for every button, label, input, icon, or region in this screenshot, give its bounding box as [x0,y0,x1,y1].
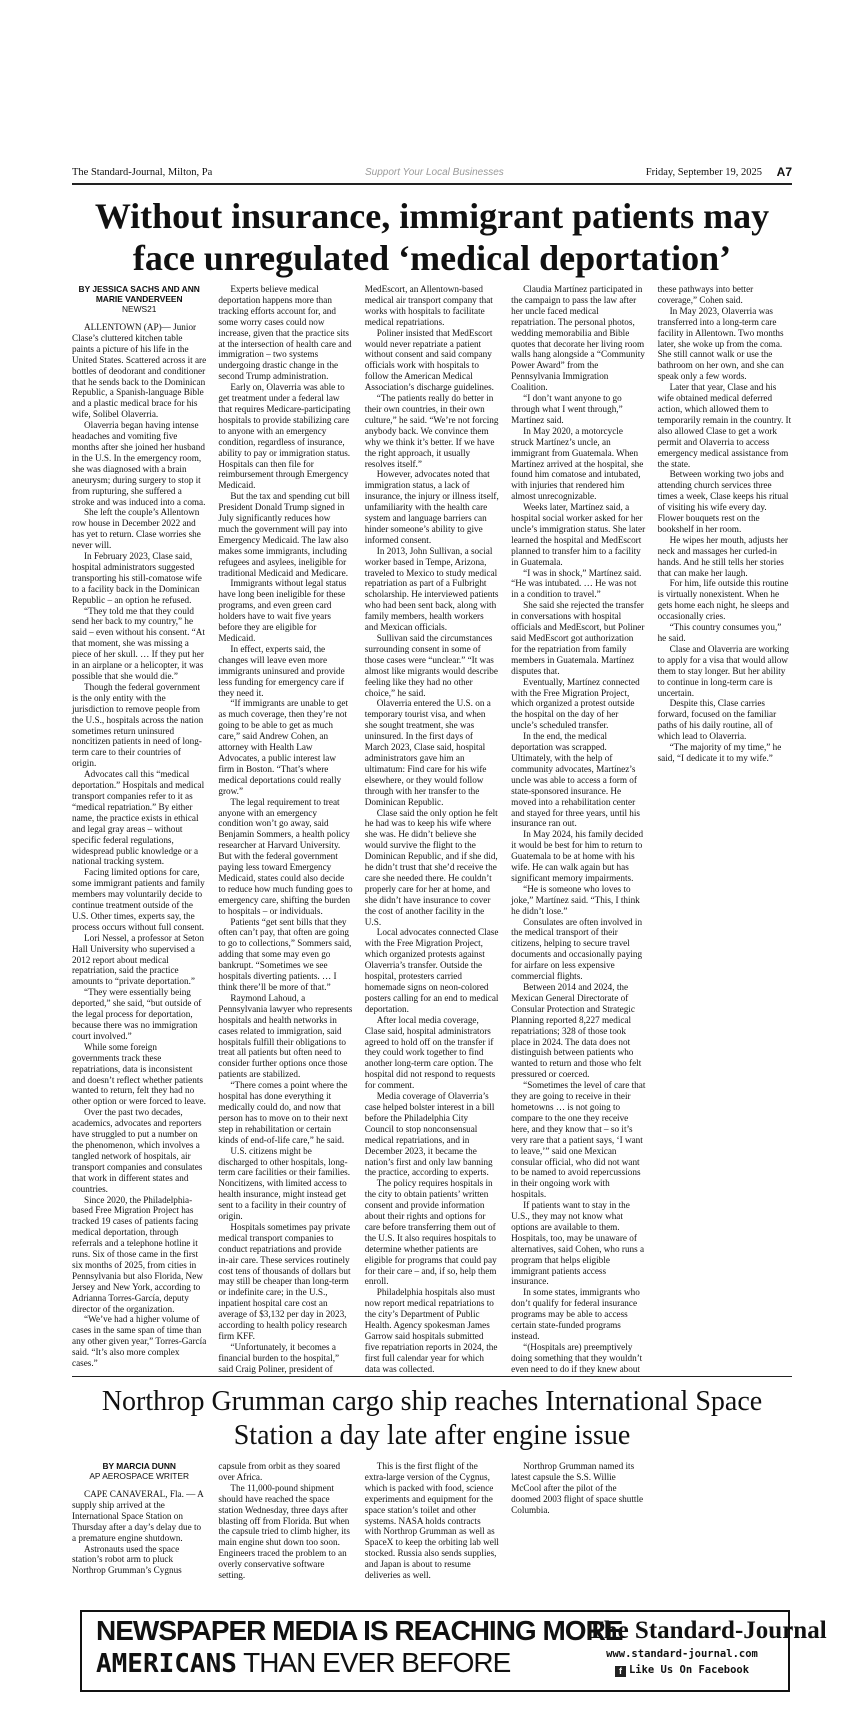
article-paragraph: She said she rejected the transfer in conversations with hospital officials and MedEscort, but Poliner said MedEscort got authorization for the repatriation from family members in Guatemala. Martínez disputes that. [511,600,645,676]
article-paragraph: “There comes a point where the hospital has done everything it medically could do, and now that person has to move on to their next step in rehabilitation or certain kinds of end-of-life care,” he said. [218,1080,348,1145]
facebook-icon: f [615,1666,626,1677]
article-paragraph: Local advocates connected Clase with the Free Migration Project, which organized protests against Olaverria’s transfer. Outside the hospital, protesters carried homemade signs on neon-colored posters calling for an end to medical deportation. [364,927,499,1014]
article-paragraph: “He is someone who loves to joke,” Martínez said. “This, I think he didn’t lose.” [511,883,640,916]
article-paragraph: In May 2024, his family decided it would be best for him to return to Guatemala to be at home with his wife. He can walk again but has significant memory impairments. [511,829,644,883]
article-paragraph: But the tax and spending cut bill President Donald Trump signed in July significantly reduces how much the government will pay into Emergency Medicaid. The law also makes some immigrants, including refugees and asylees, ineligible for traditional Medicaid and Medicare. [218,491,350,578]
article-paragraph: Weeks later, Martínez said, a hospital social worker asked for her uncle’s immigration status. She later learned the hospital and MedEscort planned to transfer him to a facility in Guatemala. [511,502,646,567]
newspaper-ad[interactable] [80,1610,827,1692]
article-paragraph: For him, life outside this routine is virtually nonexistent. When he gets home each night, he sleeps and occasionally cries. [657,578,789,622]
story1-byline [72,284,206,314]
article-paragraph: The policy requires hospitals in the city to obtain patients’ written consent and provide information about their rights and options for care before transferring them out of the U.S. It also requires hospitals to determine whether patients are eligible for programs that could pay for their care – and, if so, help them enroll. [364,1178,497,1287]
article-paragraph: “Unfortunately, it becomes a financial burden to the hospital,” said Craig Poliner, president of MedEscort, an Allentown-based medical air transport company that works with hospitals to facilitate medical repatriations. [218,284,493,1374]
article-paragraph: In the end, the medical deportation was scrapped. Ultimately, with the help of community advocates, Martínez’s uncle was able to access a form of state-sponsored insurance. He moved into a rehabilitation center and stayed for three years, until his insurance ran out. [511,731,641,829]
article-paragraph: “If immigrants are unable to get as much coverage, then they’re not going to be able to get as much care,” said Andrew Cohen, an attorney with Health Law Advocates, a public interest law firm in Boston. “That’s where medical deportations could really grow.” [218,698,348,796]
ad-line-2 [96,1648,510,1679]
article-paragraph: Advocates call this “medical deportation.” Hospitals and medical transport companies refer to it as “medical repatriation.” By either name, the practice exists in ethical and legal gray areas – without specific federal regulations, widespread public knowledge or a national tracking system. [72,769,205,867]
article-paragraph: Between 2014 and 2024, the Mexican General Directorate of Consular Protection and Strategic Planning reported 8,227 medical repatriations; 328 of those took place in 2024. The data does not distinguish between patients who wanted to return and those who felt pressured or coerced. [511,982,642,1080]
ad-brand-block [587,1616,827,1678]
article-paragraph: While some foreign governments track these repatriations, data is inconsistent and doesn’t reflect whether patients wanted to return, felt they had no other option or were forced to leave. [72,1041,206,1107]
article-paragraph: He wipes her mouth, adjusts her neck and massages her curled-in hands. And he still tells her stories that can make her laugh. [657,534,788,578]
issue-date: Friday, September 19, 2025 [645,167,762,178]
article-paragraph: If patients want to stay in the U.S., they may not know what options are available to them. Hospitals, too, may be unaware of alternatives, said Cohen, who runs a program that helps eligible immigrant patients access insurance. [511,1200,645,1287]
article-paragraph: “They told me that they could send her back to my country,” he said – even without his consent. “At that moment, she was missing a piece of her skull. … If they put her in an airplane or a helicopter, it was possible that she would die.” [72,605,205,681]
article-paragraph: In 2013, John Sullivan, a social worker based in Tempe, Arizona, traveled to Mexico to study medical repatriation as part of a Fulbright scholarship. He interviewed patients who had been sent back, along with family members, health workers and Mexican officials. [364,545,499,633]
slogan: Support Your Local Businesses [365,167,504,178]
article-paragraph: “The majority of my time,” he said, “I dedicate it to my wife.” [657,742,782,763]
article-paragraph: Philadelphia hospitals also must now report medical repatriations to the city’s Department of Public Health. Agency spokesman James Garrow said hospitals submitted five repatriation reports in 2024, the first full calendar year for which data was collected. [364,1287,498,1374]
ad-facebook[interactable] [587,1662,777,1678]
article-paragraph: Though the federal government is the only entity with the jurisdiction to remove people from the U.S., hospitals across the nation sometimes return uninsured noncitizen patients in need of long-term care to their countries of origin. [72,681,204,769]
article-paragraph: Olaverria entered the U.S. on a temporary tourist visa, and when she sought treatment, she was uninsured. In the first days of March 2023, Clase said, hospital administrators gave him an ultimatum: Find care for his wife elsewhere, or they would follow through with her transfer to the Dominican Republic. [364,698,491,807]
paper-place: The Standard-Journal, Milton, Pa [72,167,213,178]
article-paragraph: Olaverria began having intense headaches and vomiting five months after she joined her husband in the U.S. In the emergency room, she was diagnosed with a brain aneurysm; during surgery to stop it from rupturing, she suffered a stroke and was induced into a coma. [72,420,206,507]
article-paragraph: This is the first flight of the extra-large version of the Cygnus, which is packed with food, science experiments and equipment for the space station’s toilet and other systems. NASA holds contracts with Northrop Grumman as well as SpaceX to keep the orbiting lab well stocked. Russia also sends supplies, and Japan is about to resume deliveries as well. [364,1461,499,1581]
article-paragraph: In May 2020, a motorcycle struck Martínez’s uncle, an immigrant from Guatemala. When Martínez arrived at the hospital, she found him comatose and intubated, with injuries that rendered him almost unrecognizable. [511,425,644,502]
article-paragraph: Facing limited options for care, some immigrant patients and family members may voluntarily decide to continue treatment outside of the U.S. Other times, experts say, the process occurs without full consent. [72,867,205,932]
article-paragraph: “The patients really do better in their own countries, in their own culture,” he said. “We’re not forcing anybody back. We convince them why we think it’s better. If we have the right approach, it usually resolves itself.” [364,393,499,469]
article-paragraph: Hospitals sometimes pay private medical transport companies to conduct repatriations and provide in-air care. These services routinely cost tens of thousands of dollars but may still be cheaper than long-term or indefinite care; in the U.S., inpatient hospital care cost an average of $3,132 per day in 2023, according to health policy research firm KFF. [218,1221,351,1341]
article-paragraph: “We’ve had a higher volume of cases in the same span of time than any other given year,” Torres-García said. “It’s also more complex cases.” [72,1314,207,1369]
article-paragraph: In February 2023, Clase said, hospital administrators suggested transporting his still-comatose wife to a facility back in the Dominican Republic – an option he refused. [72,551,202,605]
ad-line-1: NEWSPAPER MEDIA IS REACHING MORE [96,1615,623,1646]
article-paragraph: Experts believe medical deportation happens more than tracking efforts account for, and some worry cases could now increase, given that the practice sits at the intersection of health care and immigration – two systems undergoing drastic change in the second Trump administration. [218,284,352,382]
article-paragraph: CAPE CANAVERAL, Fla. — A supply ship arrived at the International Space Station on Thursday after a day’s delay due to a premature engine shutdown. [72,1489,204,1543]
article-paragraph: Immigrants without legal status have long been ineligible for these programs, and even green card holders have to wait five years before they are eligible for Medicaid. [218,578,347,643]
story1-body [72,284,792,1384]
article-paragraph: After local media coverage, Clase said, hospital administrators agreed to hold off on the transfer if they could work together to find another long-term care option. The hospital did not respond to requests for comment. [364,1014,496,1091]
story2-org: AP AEROSPACE WRITER [89,1471,190,1481]
article-paragraph: Consulates are often involved in the medical transport of their citizens, helping to secure travel documents and occasionally paying for airfare on less expensive commercial flights. [511,916,643,982]
article-paragraph: “I was in shock,” Martínez said. “He was intubated. … He was not in a condition to travel.” [511,567,642,600]
article-paragraph: Lori Nessel, a professor at Seton Hall University who supervised a 2012 report about medical repatriation, said the practice amounts to “private deportation.” [72,932,204,987]
story1-org: NEWS21 [121,304,157,314]
article-paragraph: Northrop Grumman named its latest capsule the S.S. Willie McCool after the pilot of the doomed 2003 flight of space shuttle Columbia. [511,1461,644,1515]
article-paragraph: The 11,000-pound shipment should have reached the space station Wednesday, three days after blasting off from Florida. But when the capsule tried to climb higher, its main engine shut down too soon. Engineers traced the problem to an overly conservative software setting. [218,1482,350,1581]
article-paragraph: Media coverage of Olaverria’s case helped bolster interest in a bill before the Philadelphia City Council to stop nonconsensual medical repatriations, and in December 2023, it became the nation’s first and only law banning the practice, according to experts. [364,1091,495,1178]
article-paragraph: “(Hospitals are) preemptively doing something that they wouldn’t even need to do if they knew about these pathways into better coverage,” Cohen said. [511,284,754,1374]
article-paragraph: Patients “get sent bills that they often can’t pay, that often are going to go to collections,” Sommers said, adding that some may even go bankrupt. “Sometimes we see hospitals diverting patients. … I think there’ll be more of that.” [218,916,352,992]
article-paragraph: Sullivan said the circumstances surrounding consent in some of those cases were “unclear.” “It was almost like migrants would describe feeling like they had no other choice,” he said. [364,633,498,698]
article-paragraph: Astronauts used the space station’s robot arm to pluck Northrop Grumman’s Cygnus capsule from orbit as they soared over Africa. [72,1461,341,1576]
article-paragraph: “Sometimes the level of care that they are going to receive in their hometowns … is not going to compare to the one they receive here, and they know that – so it’s very rare that a patient says, ‘I want to leave,’” said one Mexican consular official, who did not want to be named to avoid repercussions in their ongoing work with hospitals. [511,1080,646,1200]
article-paragraph: Between working two jobs and attending church services three times a week, Clase keeps his ritual of visiting his wife every day. Flower bouquets rest on the bookshelf in her room. [657,469,789,534]
article-paragraph: Eventually, Martínez connected with the Free Migration Project, which organized a protest outside the hospital on the day of her uncle’s scheduled transfer. [511,676,640,731]
article-paragraph: However, advocates noted that immigration status, a lack of insurance, the injury or illness itself, unfamiliarity with the health care system and language barriers can hinder someone’s ability to give informed consent. [364,469,499,545]
story1-authors: BY JESSICA SACHS AND ANN MARIE VANDERVEEN [78,284,200,304]
article-paragraph: In May 2023, Olaverria was transferred into a long-term care facility in Allentown. Two months later, she woke up from the coma. She still cannot walk or use the bathroom on her own, and she can speak only a few words. [657,305,784,382]
article-paragraph: Despite this, Clase carries forward, focused on the familiar paths of his daily routine, all of which lead to Olaverria. [657,698,777,742]
article-paragraph: Poliner insisted that MedEscort would never repatriate a patient without consent and said company officials work with hospitals to follow the American Medical Association’s discharge guidelines. [364,327,494,393]
article-paragraph: Clase said the only option he felt he had was to keep his wife where she was. He didn’t believe she would survive the flight to the Dominican Republic, and if she did, he didn’t trust that she’d receive the care she needed there. He couldn’t properly care for her at home, and she didn’t have insurance to cover the cost of another facility in the U.S. [364,807,498,927]
article-paragraph: Claudia Martínez participated in the campaign to pass the law after her uncle faced medical repatriation. The personal photos, wedding memorabilia and Bible quotes that decorate her living room walls hang alongside a “Community Power Award” from the Pennsylvania Immigration Coalition. [511,284,645,393]
article-paragraph: Later that year, Clase and his wife obtained medical deferred action, which allowed them to temporarily remain in the country. It also allowed Clase to get a work permit and Olaverria to access emergency medical assistance from the state. [657,382,792,469]
story2-author: BY MARCIA DUNN [102,1461,176,1471]
article-paragraph: Over the past two decades, academics, advocates and reporters have struggled to put a number on the phenomenon, which involves a tangled network of hospitals, air transport companies and consulates that work in different states and countries. [72,1107,203,1194]
story2-body [72,1461,792,1581]
article-paragraph: The legal requirement to treat anyone with an emergency condition won’t go away, said Benjamin Sommers, a health policy researcher at Harvard University. But with the federal government paying less toward Emergency Medicaid, states could also decide to reduce how much funding goes to emergency care, shifting the burden to hospitals – or individuals. [218,796,353,916]
article-paragraph: Early on, Olaverria was able to get treatment under a federal law that requires Medicare-participating hospitals to provide stabilizing care to anyone with an emergency condition, regardless of insurance, ability to pay or immigration status. Hospitals can then file for reimbursement through Emergency Medicaid. [218,382,351,491]
article-paragraph: “I don’t want anyone to go through what I went through,” Martínez said. [511,393,623,425]
story2-byline [72,1461,206,1481]
article-paragraph: In some states, immigrants who don’t qualify for federal insurance programs may be able to access certain state-funded programs instead. [511,1287,640,1341]
ad-facebook-label: Like Us On Facebook [628,1664,750,1676]
ad-line-2-rest: THAN EVER BEFORE [236,1647,511,1678]
ad-brand-name: The Standard-Journal [587,1617,827,1644]
article-paragraph: Since 2020, the Philadelphia-based Free Migration Project has tracked 19 cases of patients facing medical deportation, through referrals and a telephone hotline it runs. Six of those came in the first six months of 2025, from cities in Pennsylvania but also Florida, New Jersey and New York, according to Adrianna Torres-García, deputy director of the organization. [72,1194,203,1314]
page-number: A7 [776,165,792,179]
story1-headline: Without insurance, immigrant patients may face unregulated ‘medical deportation’ [94,196,770,278]
article-paragraph: U.S. citizens might be discharged to other hospitals, long-term care facilities or their families. Noncitizens, with limited access to health insurance, might instead get sent to a facility in their country of origin. [218,1145,351,1222]
article-paragraph: “They were essentially being deported,” she said, “but outside of the legal process for deportation, because there was no immigration court involved.” [72,987,202,1041]
story2-headline: Northrop Grumman cargo ship reaches International Space Station a day late after engine issue [101,1386,763,1451]
ad-url[interactable]: www.standard-journal.com [606,1648,758,1660]
story-divider [72,1376,792,1377]
article-paragraph: Raymond Lahoud, a Pennsylvania lawyer who represents hospitals and health networks in cases related to immigration, said hospitals fulfill their obligations to treat all patients but often need to consider further options once those patients are stabilized. [218,992,353,1080]
article-paragraph: In effect, experts said, the changes will leave even more immigrants uninsured and provide less funding for emergency care if they need it. [218,643,345,698]
ad-line-2-bold: AMERICANS [96,1649,237,1679]
article-paragraph: ALLENTOWN (AP)— Junior Clase’s cluttered kitchen table paints a picture of his life in the United States. Scattered across it are bottles of deodorant and conditioner that he sends back to the Dominican Republic, a Spanish-language Bible and a plastic medical brace for his wife, Solibel Olaverria. [72,322,207,420]
article-paragraph: “This country consumes you,” he said. [657,622,782,643]
header-rule [72,183,792,185]
article-paragraph: Clase and Olaverria are working to apply for a visa that would allow them to stay longer. But her ability to continue in long-term care is uncertain. [657,643,789,698]
article-paragraph: She left the couple’s Allentown row house in December 2022 and has yet to return. Clase worries she never will. [72,507,201,551]
